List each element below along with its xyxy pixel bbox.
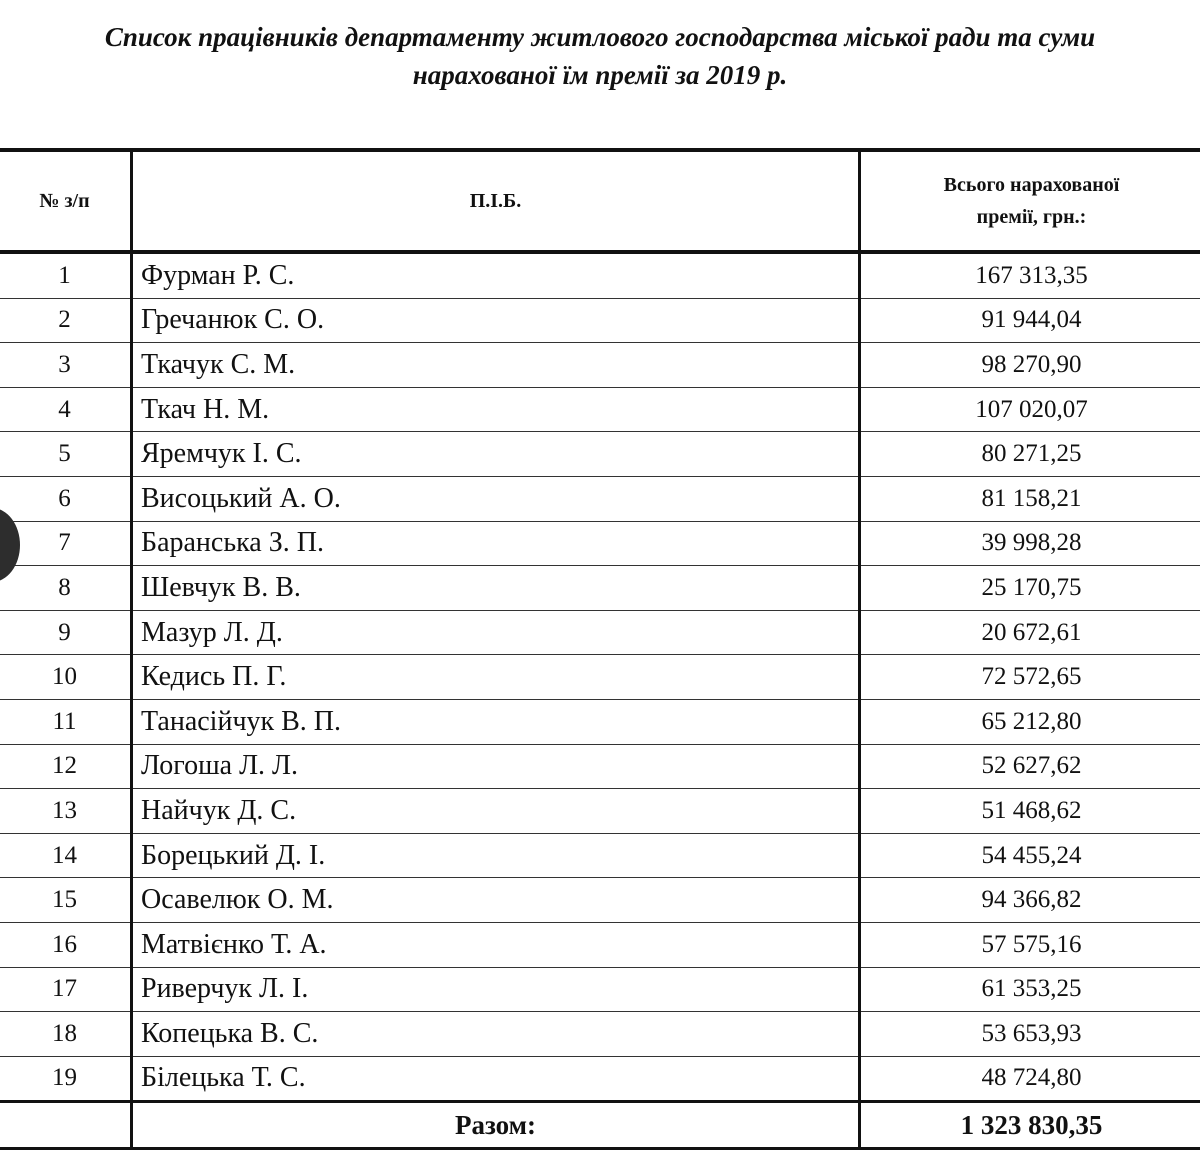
bonus-sum: 65 212,80 xyxy=(860,699,1200,744)
table-row xyxy=(0,432,1200,477)
bonus-sum: 39 998,28 xyxy=(860,521,1200,566)
row-number: 4 xyxy=(0,387,132,432)
document-title-line-2: нарахованої їм премії за 2019 р. xyxy=(412,60,788,90)
table-row xyxy=(0,833,1200,878)
column-header-sum-line-1: Всього нарахованої xyxy=(943,174,1120,196)
row-number: 13 xyxy=(0,789,132,834)
row-number: 17 xyxy=(0,967,132,1012)
column-header-name: П.І.Б. xyxy=(132,150,860,252)
employee-name: Фурман Р. С. xyxy=(132,252,860,298)
table-row xyxy=(0,922,1200,967)
table-row xyxy=(0,610,1200,655)
table-row xyxy=(0,252,1200,298)
bonus-sum: 167 313,35 xyxy=(860,252,1200,298)
row-number: 10 xyxy=(0,655,132,700)
table-row xyxy=(0,343,1200,388)
row-number: 15 xyxy=(0,878,132,923)
table-row xyxy=(0,789,1200,834)
row-number: 19 xyxy=(0,1056,132,1102)
employee-name: Найчук Д. С. xyxy=(132,789,860,834)
row-number: 2 xyxy=(0,298,132,343)
table-row xyxy=(0,521,1200,566)
bonus-sum: 94 366,82 xyxy=(860,878,1200,923)
bonus-sum: 52 627,62 xyxy=(860,744,1200,789)
document-title-line-1: Список працівників департаменту житлового господарства міської ради та суми xyxy=(104,22,1096,52)
table-row xyxy=(0,387,1200,432)
employee-name: Мазур Л. Д. xyxy=(132,610,860,655)
table-body xyxy=(0,252,1200,1102)
total-sum: 1 323 830,35 xyxy=(860,1102,1200,1149)
bonus-sum: 91 944,04 xyxy=(860,298,1200,343)
bonus-sum: 53 653,93 xyxy=(860,1012,1200,1057)
table-row xyxy=(0,298,1200,343)
total-number-cell xyxy=(0,1102,132,1149)
employee-name: Ткачук С. М. xyxy=(132,343,860,388)
employee-name: Висоцький А. О. xyxy=(132,476,860,521)
document-title xyxy=(0,18,1200,94)
table-header-row xyxy=(0,150,1200,252)
employee-name: Баранська З. П. xyxy=(132,521,860,566)
employee-bonus-table xyxy=(0,148,1200,1150)
bonus-sum: 72 572,65 xyxy=(860,655,1200,700)
employee-name: Ткач Н. М. xyxy=(132,387,860,432)
total-row xyxy=(0,1102,1200,1149)
column-header-number: № з/п xyxy=(0,150,132,252)
column-header-sum xyxy=(860,150,1200,252)
employee-name: Риверчук Л. І. xyxy=(132,967,860,1012)
row-number: 18 xyxy=(0,1012,132,1057)
employee-name: Осавелюк О. М. xyxy=(132,878,860,923)
row-number: 5 xyxy=(0,432,132,477)
row-number: 3 xyxy=(0,343,132,388)
employee-name: Білецька Т. С. xyxy=(132,1056,860,1102)
employee-name: Шевчук В. В. xyxy=(132,566,860,611)
row-number: 12 xyxy=(0,744,132,789)
employee-name: Логоша Л. Л. xyxy=(132,744,860,789)
bonus-sum: 80 271,25 xyxy=(860,432,1200,477)
bonus-sum: 25 170,75 xyxy=(860,566,1200,611)
table-row xyxy=(0,476,1200,521)
table-row xyxy=(0,655,1200,700)
bonus-sum: 54 455,24 xyxy=(860,833,1200,878)
row-number: 8 xyxy=(0,566,132,611)
bonus-sum: 98 270,90 xyxy=(860,343,1200,388)
bonus-sum: 48 724,80 xyxy=(860,1056,1200,1102)
table-row xyxy=(0,699,1200,744)
employee-name: Матвієнко Т. А. xyxy=(132,922,860,967)
employee-name: Кедись П. Г. xyxy=(132,655,860,700)
table-row xyxy=(0,878,1200,923)
row-number: 6 xyxy=(0,476,132,521)
total-label: Разом: xyxy=(132,1102,860,1149)
table-row xyxy=(0,566,1200,611)
bonus-sum: 61 353,25 xyxy=(860,967,1200,1012)
row-number: 11 xyxy=(0,699,132,744)
table-row xyxy=(0,744,1200,789)
row-number: 1 xyxy=(0,252,132,298)
bonus-sum: 107 020,07 xyxy=(860,387,1200,432)
row-number: 14 xyxy=(0,833,132,878)
employee-name: Яремчук І. С. xyxy=(132,432,860,477)
column-header-sum-line-2: премії, грн.: xyxy=(976,206,1087,228)
employee-name: Танасійчук В. П. xyxy=(132,699,860,744)
bonus-sum: 51 468,62 xyxy=(860,789,1200,834)
bonus-sum: 81 158,21 xyxy=(860,476,1200,521)
row-number: 16 xyxy=(0,922,132,967)
table-row xyxy=(0,967,1200,1012)
employee-name: Борецький Д. І. xyxy=(132,833,860,878)
employee-name: Гречанюк С. О. xyxy=(132,298,860,343)
employee-name: Копецька В. С. xyxy=(132,1012,860,1057)
table-row xyxy=(0,1012,1200,1057)
bonus-sum: 20 672,61 xyxy=(860,610,1200,655)
bonus-sum: 57 575,16 xyxy=(860,922,1200,967)
row-number: 9 xyxy=(0,610,132,655)
table-row xyxy=(0,1056,1200,1102)
row-number: 7 xyxy=(0,521,132,566)
